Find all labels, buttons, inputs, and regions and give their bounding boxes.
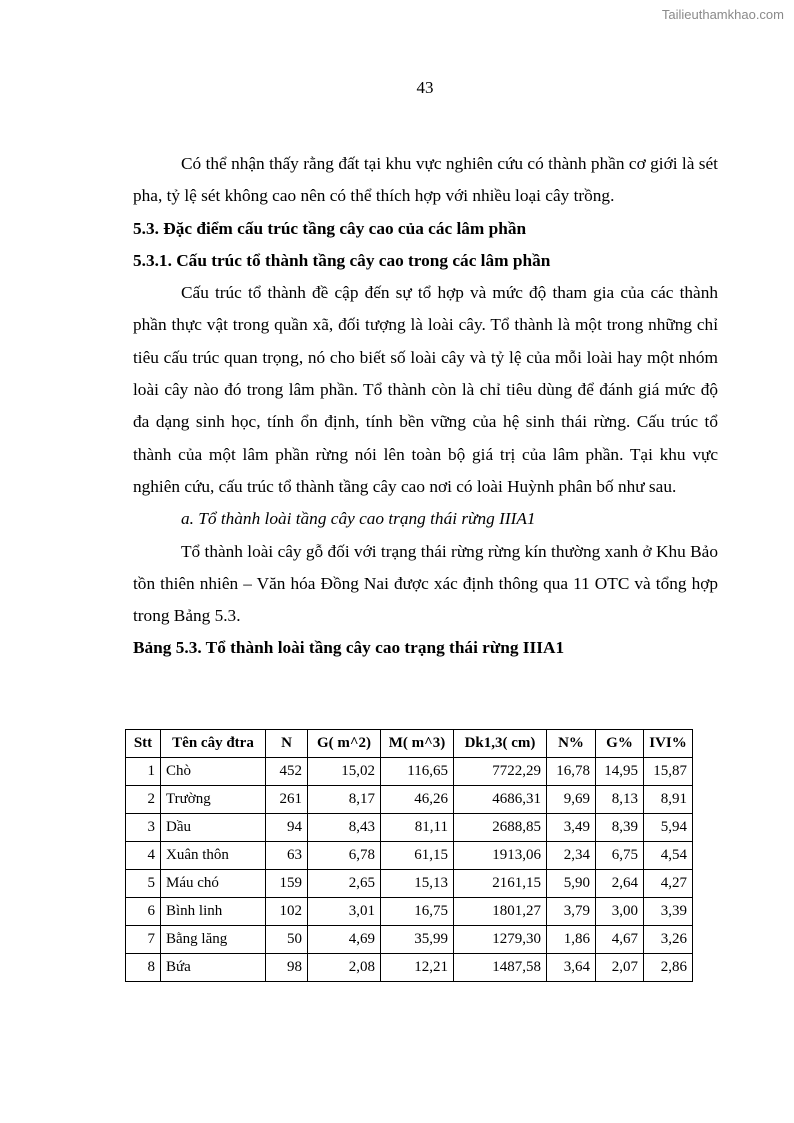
table-row (126, 758, 693, 786)
cell-m: 16,75 (381, 898, 454, 926)
cell-g: 4,69 (308, 926, 381, 954)
cell-species: Dầu (161, 814, 266, 842)
header-g-pct: G% (596, 730, 644, 758)
header-g: G( m^2) (308, 730, 381, 758)
cell-g: 6,78 (308, 842, 381, 870)
species-table (125, 729, 693, 982)
cell-g: 3,01 (308, 898, 381, 926)
cell-ivi-pct: 3,39 (644, 898, 693, 926)
cell-g-pct: 3,00 (596, 898, 644, 926)
cell-g-pct: 2,64 (596, 870, 644, 898)
cell-dk: 2161,15 (454, 870, 547, 898)
cell-g-pct: 14,95 (596, 758, 644, 786)
cell-ivi-pct: 5,94 (644, 814, 693, 842)
header-m: M( m^3) (381, 730, 454, 758)
table-row (126, 870, 693, 898)
header-stt: Stt (126, 730, 161, 758)
cell-g: 2,08 (308, 954, 381, 982)
cell-m: 46,26 (381, 786, 454, 814)
subsection-heading: 5.3.1. Cấu trúc tổ thành tầng cây cao trong các lâm phần (133, 250, 551, 270)
paragraph-soil: Có thể nhận thấy rằng đất tại khu vực nghiên cứu có thành phần cơ giới là sét pha, tỷ lệ sét không cao nên có thể thích hợp với nhiều loại cây trồng. (133, 154, 718, 206)
document-body (133, 148, 718, 665)
cell-g-pct: 6,75 (596, 842, 644, 870)
cell-g-pct: 8,39 (596, 814, 644, 842)
header-n: N (266, 730, 308, 758)
cell-g-pct: 8,13 (596, 786, 644, 814)
cell-species: Bình linh (161, 898, 266, 926)
cell-dk: 1913,06 (454, 842, 547, 870)
cell-stt: 5 (126, 870, 161, 898)
table-header-row (126, 730, 693, 758)
paragraph-composition: Cấu trúc tổ thành đề cập đến sự tổ hợp và mức độ tham gia của các thành phần thực vật trong quần xã, đối tượng là loài cây. Tổ thành là một trong những chỉ tiêu cấu trúc quan trọng, nó cho biết số loài cây và tỷ lệ của mỗi loài hay một nhóm loài cây nào đó trong lâm phần. Tổ thành còn là chỉ tiêu dùng để đánh giá mức độ đa dạng sinh học, tính ổn định, tính bền vững của hệ sinh thái rừng. Cấu trúc tổ thành của một lâm phần rừng nói lên toàn bộ giá trị của lâm phần. Tại khu vực nghiên cứu, cấu trúc tổ thành tầng cây cao nơi có loài Huỳnh phân bố như sau. (133, 283, 718, 496)
header-n-pct: N% (547, 730, 596, 758)
subheading-iiia1: a. Tổ thành loài tầng cây cao trạng thái rừng IIIA1 (181, 509, 536, 529)
cell-species: Bằng lăng (161, 926, 266, 954)
cell-ivi-pct: 3,26 (644, 926, 693, 954)
cell-stt: 4 (126, 842, 161, 870)
cell-dk: 4686,31 (454, 786, 547, 814)
page-number: 43 (416, 78, 434, 97)
cell-n: 94 (266, 814, 308, 842)
cell-m: 35,99 (381, 926, 454, 954)
cell-n: 261 (266, 786, 308, 814)
cell-stt: 6 (126, 898, 161, 926)
table-row (126, 814, 693, 842)
cell-n: 98 (266, 954, 308, 982)
cell-ivi-pct: 2,86 (644, 954, 693, 982)
cell-species: Trường (161, 786, 266, 814)
cell-n-pct: 3,64 (547, 954, 596, 982)
cell-stt: 3 (126, 814, 161, 842)
cell-m: 81,11 (381, 814, 454, 842)
table-row (126, 898, 693, 926)
cell-stt: 7 (126, 926, 161, 954)
cell-n-pct: 3,49 (547, 814, 596, 842)
cell-stt: 2 (126, 786, 161, 814)
table-row (126, 786, 693, 814)
table-row (126, 926, 693, 954)
cell-n-pct: 9,69 (547, 786, 596, 814)
cell-n: 159 (266, 870, 308, 898)
cell-n-pct: 5,90 (547, 870, 596, 898)
cell-dk: 1487,58 (454, 954, 547, 982)
cell-g: 15,02 (308, 758, 381, 786)
cell-dk: 7722,29 (454, 758, 547, 786)
cell-g: 8,43 (308, 814, 381, 842)
cell-ivi-pct: 8,91 (644, 786, 693, 814)
cell-m: 61,15 (381, 842, 454, 870)
cell-ivi-pct: 15,87 (644, 758, 693, 786)
section-heading: 5.3. Đặc điểm cấu trúc tầng cây cao của các lâm phần (133, 218, 527, 238)
cell-stt: 1 (126, 758, 161, 786)
table-row (126, 842, 693, 870)
cell-m: 116,65 (381, 758, 454, 786)
cell-g: 2,65 (308, 870, 381, 898)
cell-m: 12,21 (381, 954, 454, 982)
cell-n: 102 (266, 898, 308, 926)
header-ivi-pct: IVI% (644, 730, 693, 758)
cell-n-pct: 2,34 (547, 842, 596, 870)
cell-ivi-pct: 4,27 (644, 870, 693, 898)
table-row (126, 954, 693, 982)
cell-dk: 2688,85 (454, 814, 547, 842)
cell-dk: 1279,30 (454, 926, 547, 954)
cell-n-pct: 16,78 (547, 758, 596, 786)
cell-stt: 8 (126, 954, 161, 982)
header-dk: Dk1,3( cm) (454, 730, 547, 758)
cell-n: 50 (266, 926, 308, 954)
cell-n: 452 (266, 758, 308, 786)
cell-m: 15,13 (381, 870, 454, 898)
cell-ivi-pct: 4,54 (644, 842, 693, 870)
cell-species: Xuân thôn (161, 842, 266, 870)
cell-species: Máu chó (161, 870, 266, 898)
watermark: Tailieuthamkhao.com (661, 7, 784, 22)
cell-g-pct: 4,67 (596, 926, 644, 954)
cell-n-pct: 3,79 (547, 898, 596, 926)
cell-g-pct: 2,07 (596, 954, 644, 982)
paragraph-otc: Tổ thành loài cây gỗ đối với trạng thái rừng rừng kín thường xanh ở Khu Bảo tồn thiên nhiên – Văn hóa Đồng Nai được xác định thông qua 11 OTC và tổng hợp trong Bảng 5.3. (133, 541, 718, 626)
cell-species: Chò (161, 758, 266, 786)
cell-g: 8,17 (308, 786, 381, 814)
header-species: Tên cây đtra (161, 730, 266, 758)
table-caption: Bảng 5.3. Tổ thành loài tầng cây cao trạng thái rừng IIIA1 (133, 638, 565, 658)
cell-species: Bứa (161, 954, 266, 982)
cell-n-pct: 1,86 (547, 926, 596, 954)
cell-dk: 1801,27 (454, 898, 547, 926)
cell-n: 63 (266, 842, 308, 870)
